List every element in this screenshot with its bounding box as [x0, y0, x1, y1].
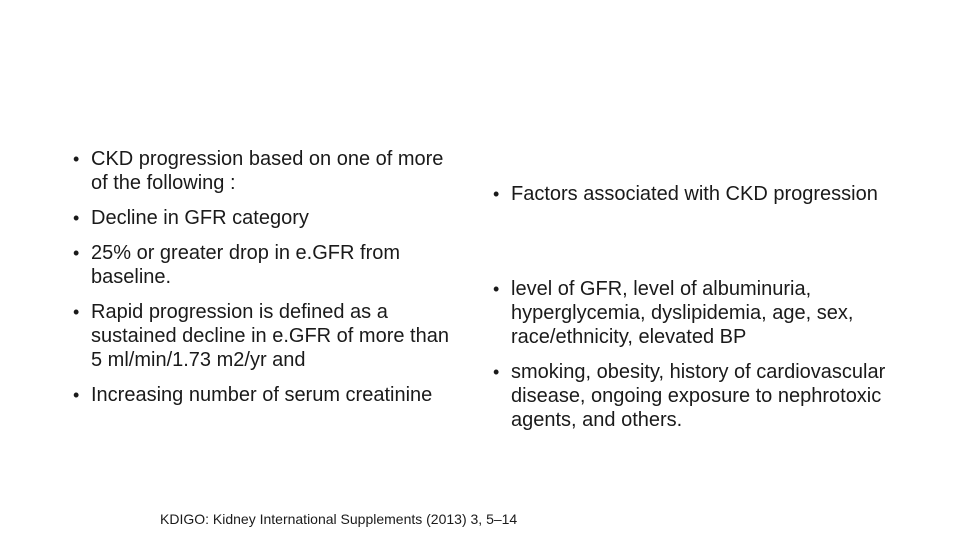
bullet-item: • CKD progression based on one of more of the following :: [73, 147, 458, 195]
factors-list: [493, 277, 888, 443]
bullet-item: • Increasing number of serum creatinine: [73, 383, 458, 407]
citation: KDIGO: Kidney International Supplements (2013) 3, 5–14: [160, 511, 518, 527]
factors-heading-bullet: • Factors associated with CKD progression: [493, 182, 888, 206]
factors-heading-list: [493, 182, 888, 206]
bullet-item: • level of GFR, level of albuminuria, hyperglycemia, dyslipidemia, age, sex, race/ethnicity, elevated BP: [493, 277, 888, 349]
progression-criteria-list: [73, 147, 458, 418]
bullet-item: • smoking, obesity, history of cardiovascular disease, ongoing exposure to nephrotoxic agents, and others.: [493, 360, 888, 432]
bullet-item: • Rapid progression is defined as a sustained decline in e.GFR of more than 5 ml/min/1.73 m2/yr and: [73, 300, 458, 372]
bullet-item: • Decline in GFR category: [73, 206, 458, 230]
bullet-item: • 25% or greater drop in e.GFR from baseline.: [73, 241, 458, 289]
